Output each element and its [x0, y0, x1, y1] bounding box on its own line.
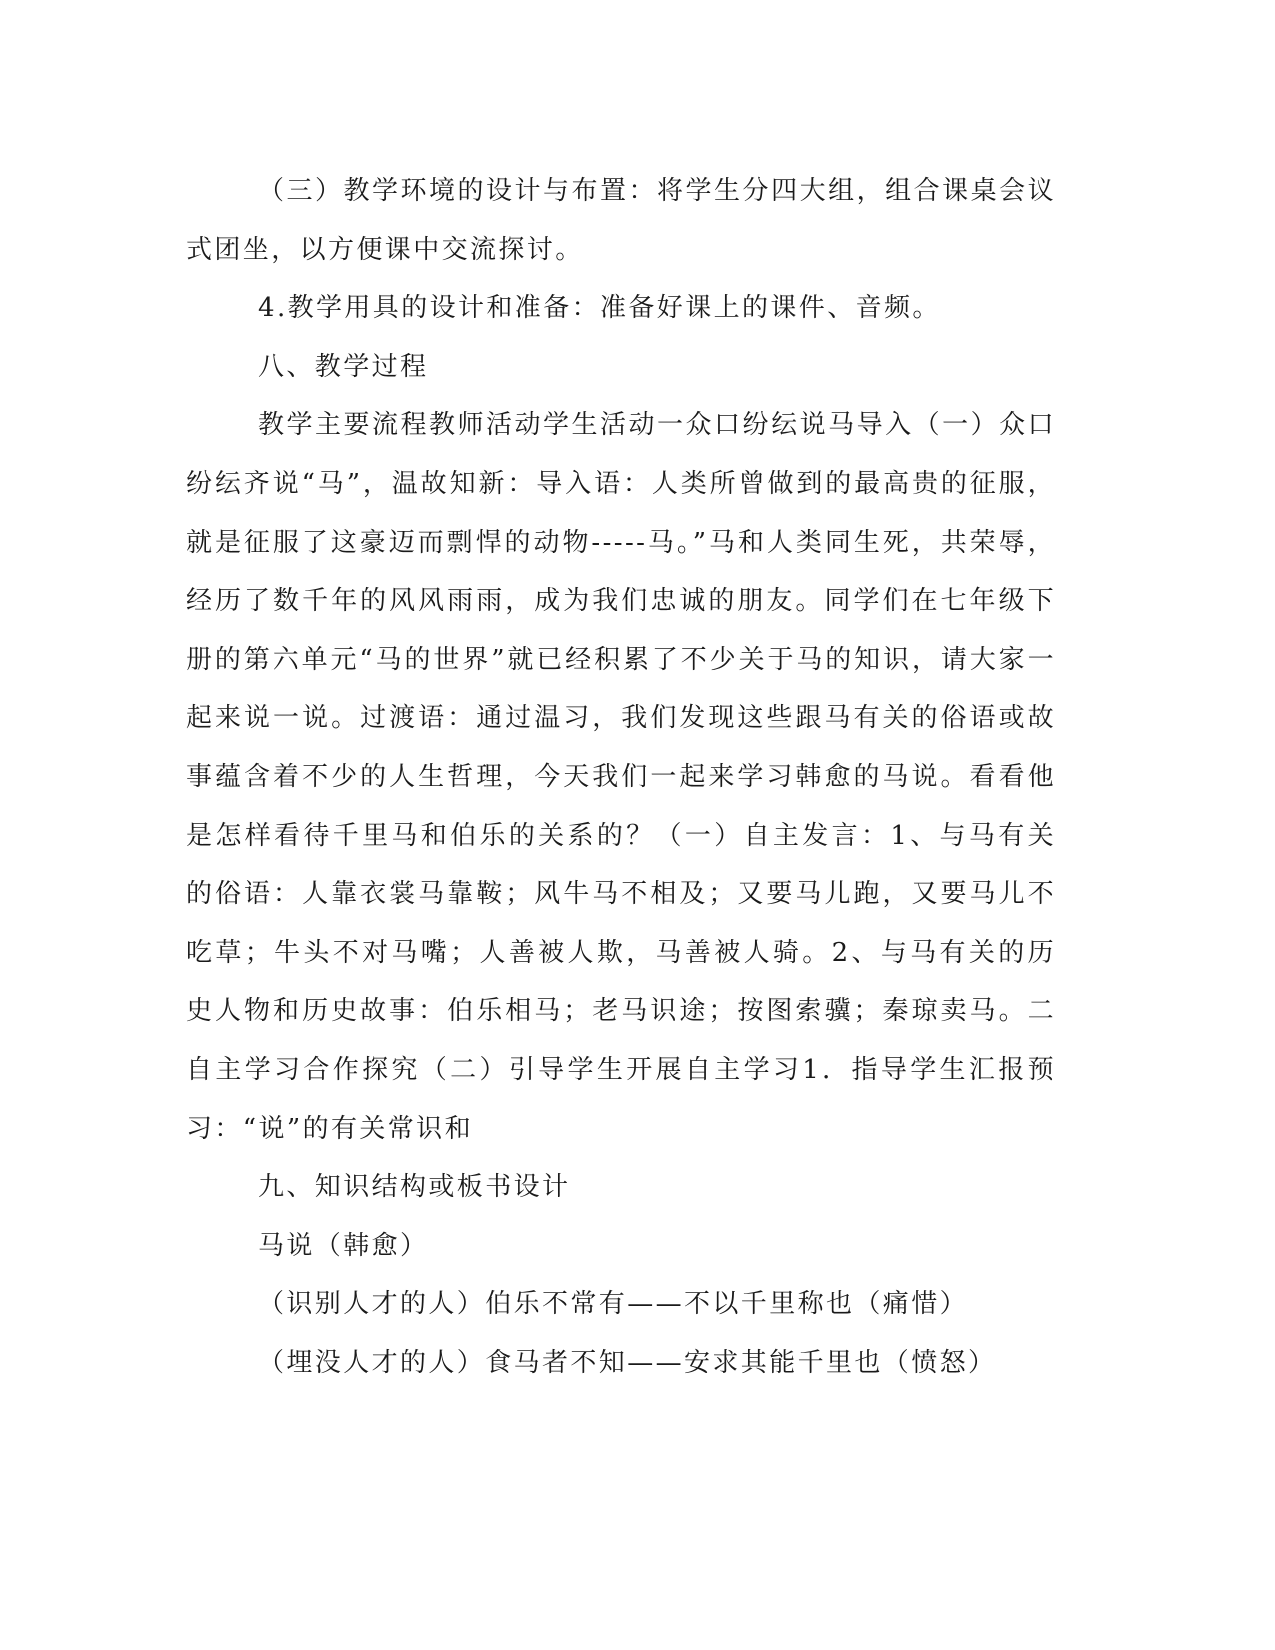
board-line-1: （识别人才的人）伯乐不常有——不以千里称也（痛惜）	[258, 1289, 969, 1320]
section-heading-board-design: 九、知识结构或板书设计	[258, 1172, 571, 1203]
document-body	[186, 162, 1056, 1392]
section-heading-teaching-process: 八、教学过程	[258, 351, 429, 382]
paragraph-teaching-environment: （三）教学环境的设计与布置：将学生分四大组，组合课桌会议式团坐，以方便课中交流探讨。	[186, 176, 1056, 265]
board-title: 马说（韩愈）	[258, 1230, 429, 1261]
board-line-2: （埋没人才的人）食马者不知——安求其能千里也（愤怒）	[258, 1347, 997, 1378]
paragraph-teaching-process: 教学主要流程教师活动学生活动一众口纷纭说马导入（一）众口纷纭齐说“马”，温故知新：导入语：人类所曾做到的最高贵的征服，就是征服了这豪迈而剽悍的动物-----马。”马和人类同生死，共荣辱，经历了数千年的风风雨雨，成为我们忠诚的朋友。同学们在七年级下册的第六单元“马的世界”就已经积累了不少关于马的知识，请大家一起来说一说。过渡语：通过温习，我们发现这些跟马有关的俗语或故事蕴含着不少的人生哲理，今天我们一起来学习韩愈的马说。看看他是怎样看待千里马和伯乐的关系的？（一）自主发言：1、与马有关的俗语：人靠衣裳马靠鞍；风牛马不相及；又要马儿跑，又要马儿不吃草；牛头不对马嘴；人善被人欺，马善被人骑。2、与马有关的历史人物和历史故事：伯乐相马；老马识途；按图索骥；秦琼卖马。二自主学习合作探究（二）引导学生开展自主学习1．指导学生汇报预习：“说”的有关常识和	[186, 410, 1056, 1144]
paragraph-teaching-tools: 4.教学用具的设计和准备：准备好课上的课件、音频。	[258, 293, 941, 324]
